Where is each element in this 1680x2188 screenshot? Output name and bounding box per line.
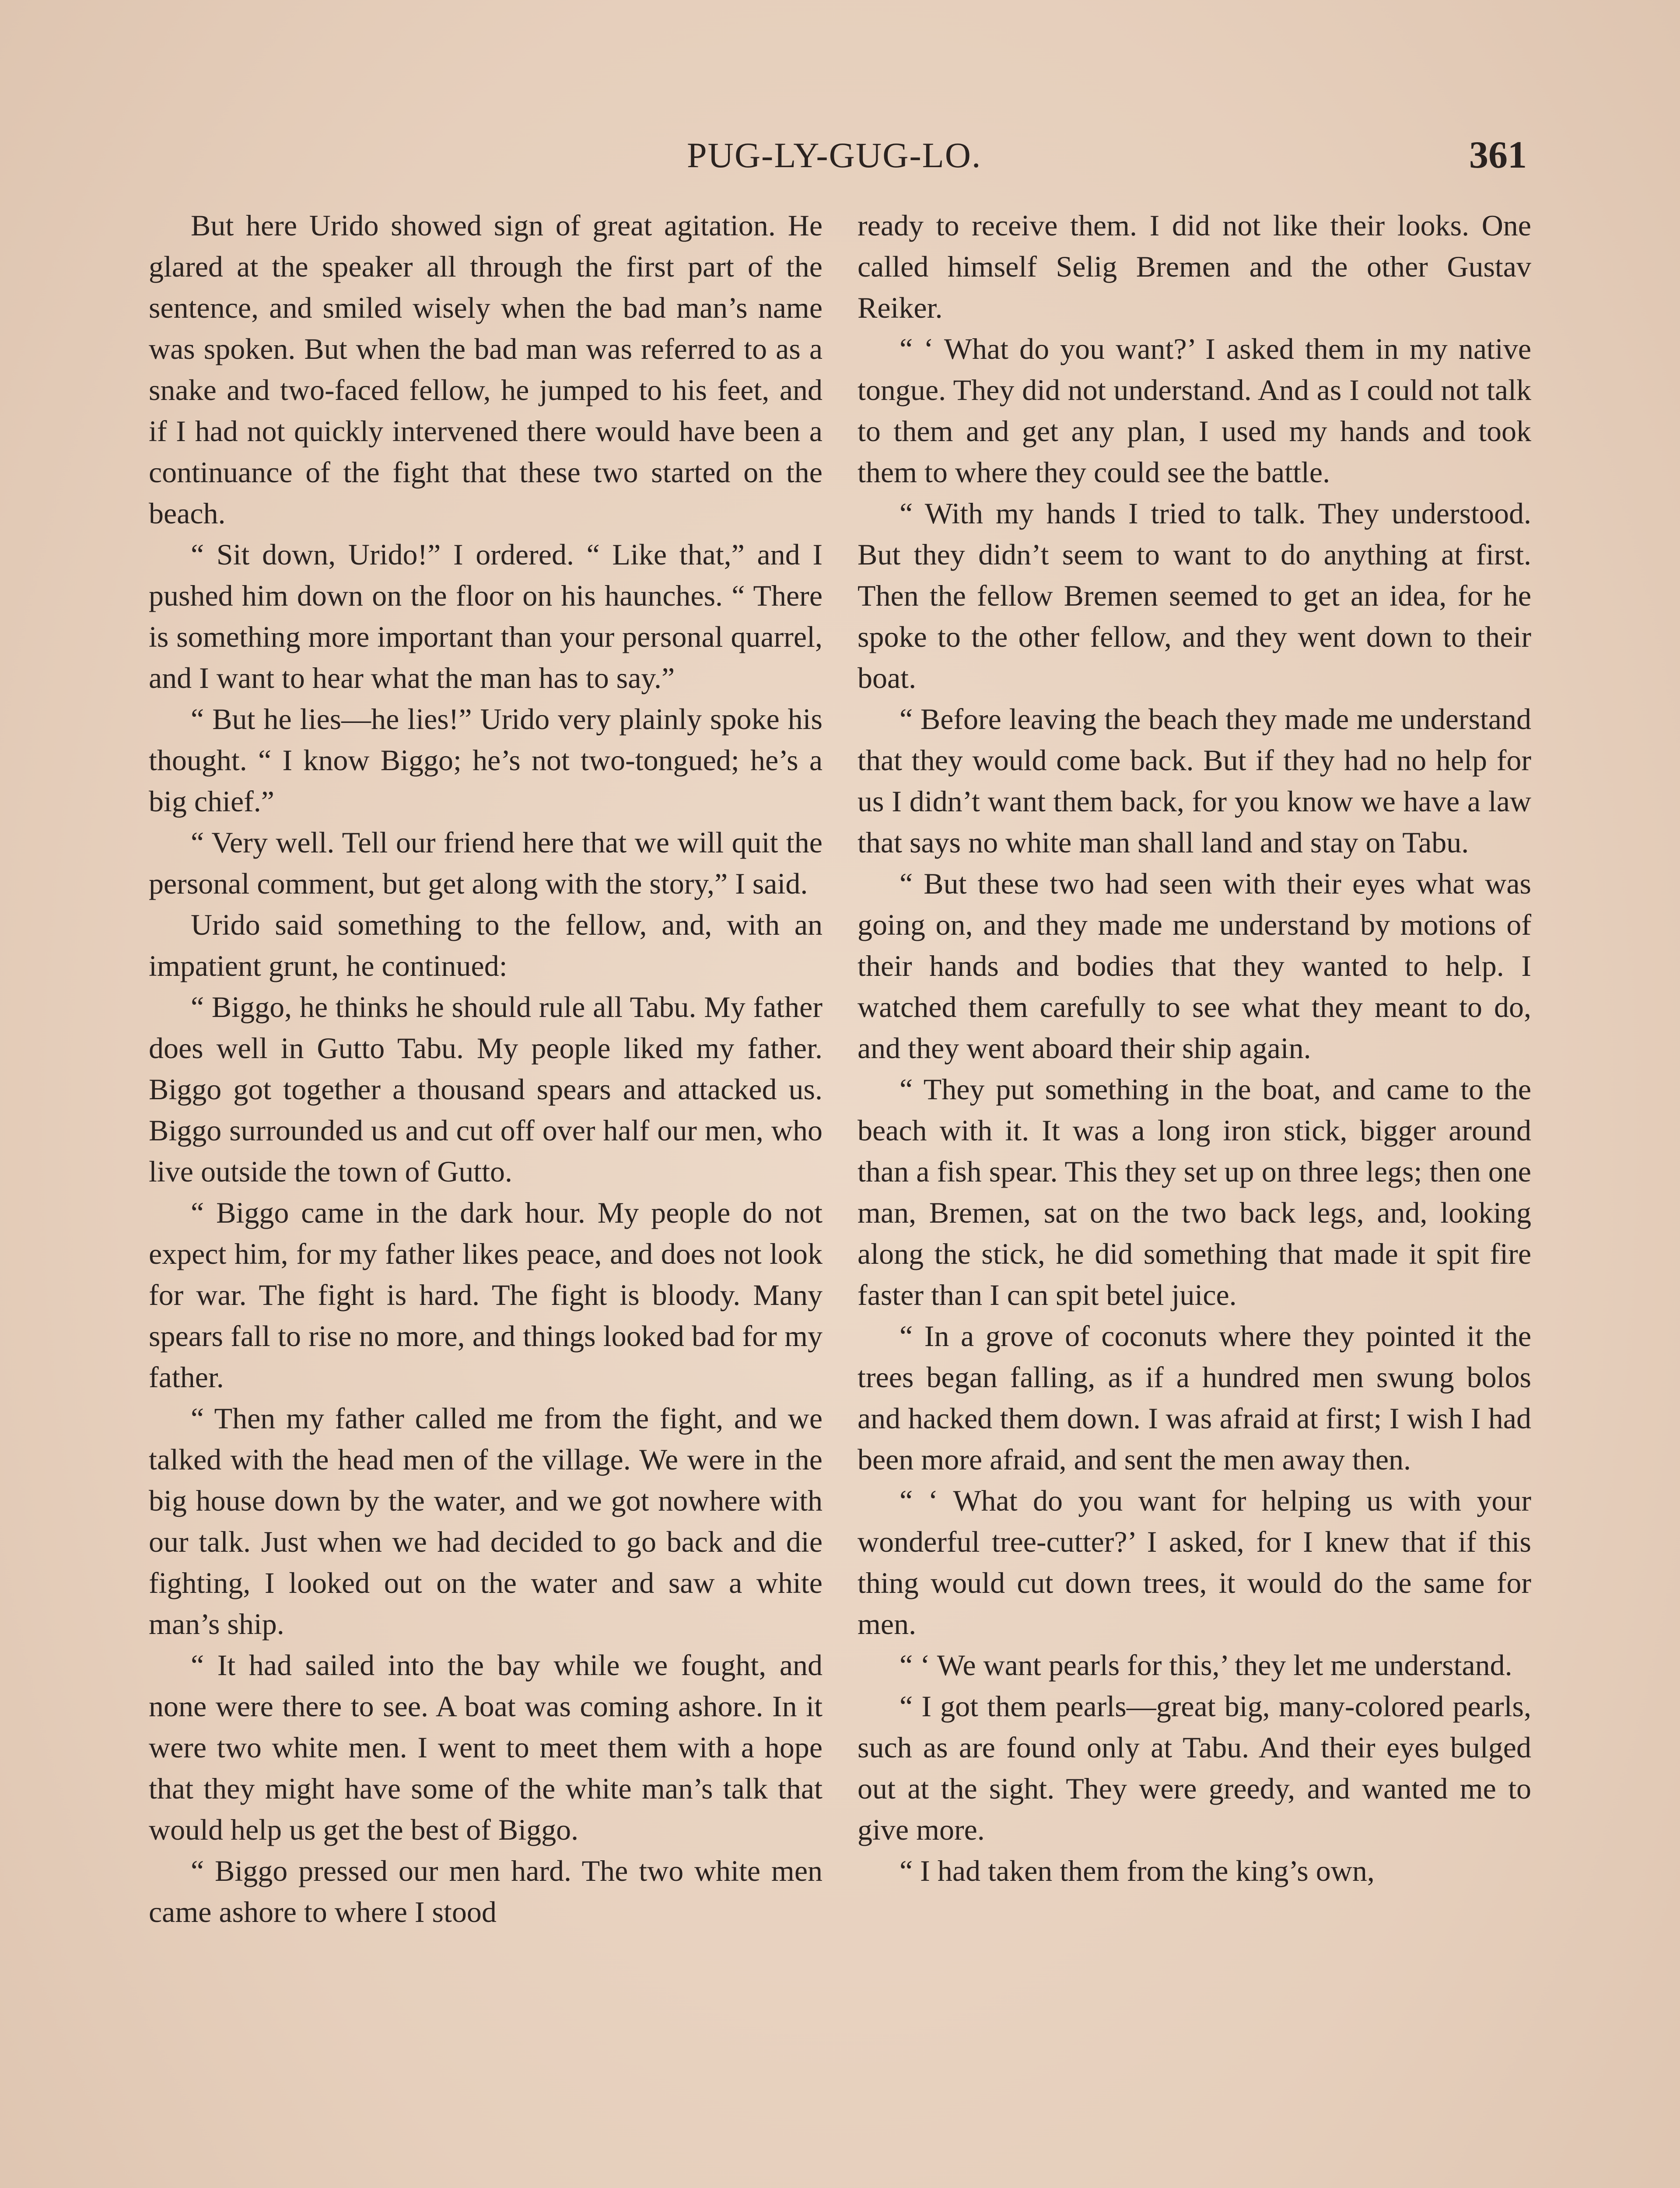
running-head xyxy=(149,131,1527,179)
page-number: 361 xyxy=(1469,134,1527,176)
paragraph: “ Sit down, Urido!” I ordered. “ Like that,” and I pushed him down on the floor on his haunches. “ There is something more important than your personal quarrel, and I want to hear what the man has to say.” xyxy=(149,538,822,694)
paragraph: “ Before leaving the beach they made me understand that they would come back. But if they had no help for us I didn’t want them back, for you know we have a law that says no white man shall land and stay on Tabu. xyxy=(858,702,1531,859)
paragraph: “ But these two had seen with their eyes what was going on, and they made me understand by motions of their hands and bodies that they wanted to help. I watched them carefully to see what they meant to do, and they went aboard their ship again. xyxy=(858,867,1531,1065)
paragraph: “ I had taken them from the king’s own, xyxy=(900,1854,1375,1887)
paragraph: “ Very well. Tell our friend here that we will quit the personal comment, but get along with the story,” I said. xyxy=(149,826,822,900)
running-title: PUG-LY-GUG-LO. xyxy=(687,135,982,175)
paragraph-continued: ready to receive them. I did not like their looks. One called himself Selig Bremen and the other Gustav Reiker. xyxy=(858,209,1531,324)
paragraph: “ They put something in the boat, and came to the beach with it. It was a long iron stick, bigger around than a fish spear. This they set up on three legs; then one man, Bremen, sat on the two back legs, and, looking along the stick, he did something that made it spit fire faster than I can spit betel juice. xyxy=(858,1073,1531,1311)
paragraph: “ It had sailed into the bay while we fought, and none were there to see. A boat was coming ashore. In it were two white men. I went to meet them with a hope that they might have some of the white man’s talk that would help us get the best of Biggo. xyxy=(149,1648,822,1846)
paragraph: “ ‘ We want pearls for this,’ they let me understand. xyxy=(900,1648,1512,1682)
paragraph: But here Urido showed sign of great agitation. He glared at the speaker all through the first part of the sentence, and smiled wisely when the bad man’s name was spoken. But when the bad man was referred to as a snake and two-faced fellow, he jumped to his feet, and if I had not quickly intervened there would have been a continuance of the fight that these two started on the beach. xyxy=(149,209,822,530)
paragraph: Urido said something to the fellow, and, with an impatient grunt, he continued: xyxy=(149,908,822,982)
paragraph: “ ‘ What do you want?’ I asked them in my native tongue. They did not understand. And as I could not talk to them and get any plan, I used my hands and took them to where they could see the battle. xyxy=(858,332,1531,489)
paragraph: “ ‘ What do you want for helping us with your wonderful tree-cutter?’ I asked, for I knew that if this thing would cut down trees, it would do the same for men. xyxy=(858,1484,1531,1641)
left-column xyxy=(149,205,822,1932)
paragraph: “ I got them pearls—great big, many-colored pearls, such as are found only at Tabu. And their eyes bulged out at the sight. They were greedy, and wanted me to give more. xyxy=(858,1690,1531,1846)
right-column xyxy=(858,205,1531,1891)
paragraph: “ Biggo pressed our men hard. The two white men came ashore to where I stood xyxy=(149,1854,822,1929)
paragraph: “ In a grove of coconuts where they pointed it the trees began falling, as if a hundred men swung bolos and hacked them down. I was afraid at first; I wish I had been more afraid, and sent the men away then. xyxy=(858,1319,1531,1476)
paragraph: “ Biggo, he thinks he should rule all Tabu. My father does well in Gutto Tabu. My people liked my father. Biggo got together a thousand spears and attacked us. Biggo surrounded us and cut off over half our men, who live outside the town of Gutto. xyxy=(149,990,822,1188)
paragraph: “ Then my father called me from the fight, and we talked with the head men of the village. We were in the big house down by the water, and we got nowhere with our talk. Just when we had decided to go back and die fighting, I looked out on the water and saw a white man’s ship. xyxy=(149,1402,822,1641)
paragraph: “ With my hands I tried to talk. They understood. But they didn’t seem to want to do anything at first. Then the fellow Bremen seemed to get an idea, for he spoke to the other fellow, and they went down to their boat. xyxy=(858,497,1531,694)
paragraph: “ But he lies—he lies!” Urido very plainly spoke his thought. “ I know Biggo; he’s not two-tongued; he’s a big chief.” xyxy=(149,702,822,818)
paragraph: “ Biggo came in the dark hour. My people do not expect him, for my father likes peace, and does not look for war. The fight is hard. The fight is bloody. Many spears fall to rise no more, and things looked bad for my father. xyxy=(149,1196,822,1394)
